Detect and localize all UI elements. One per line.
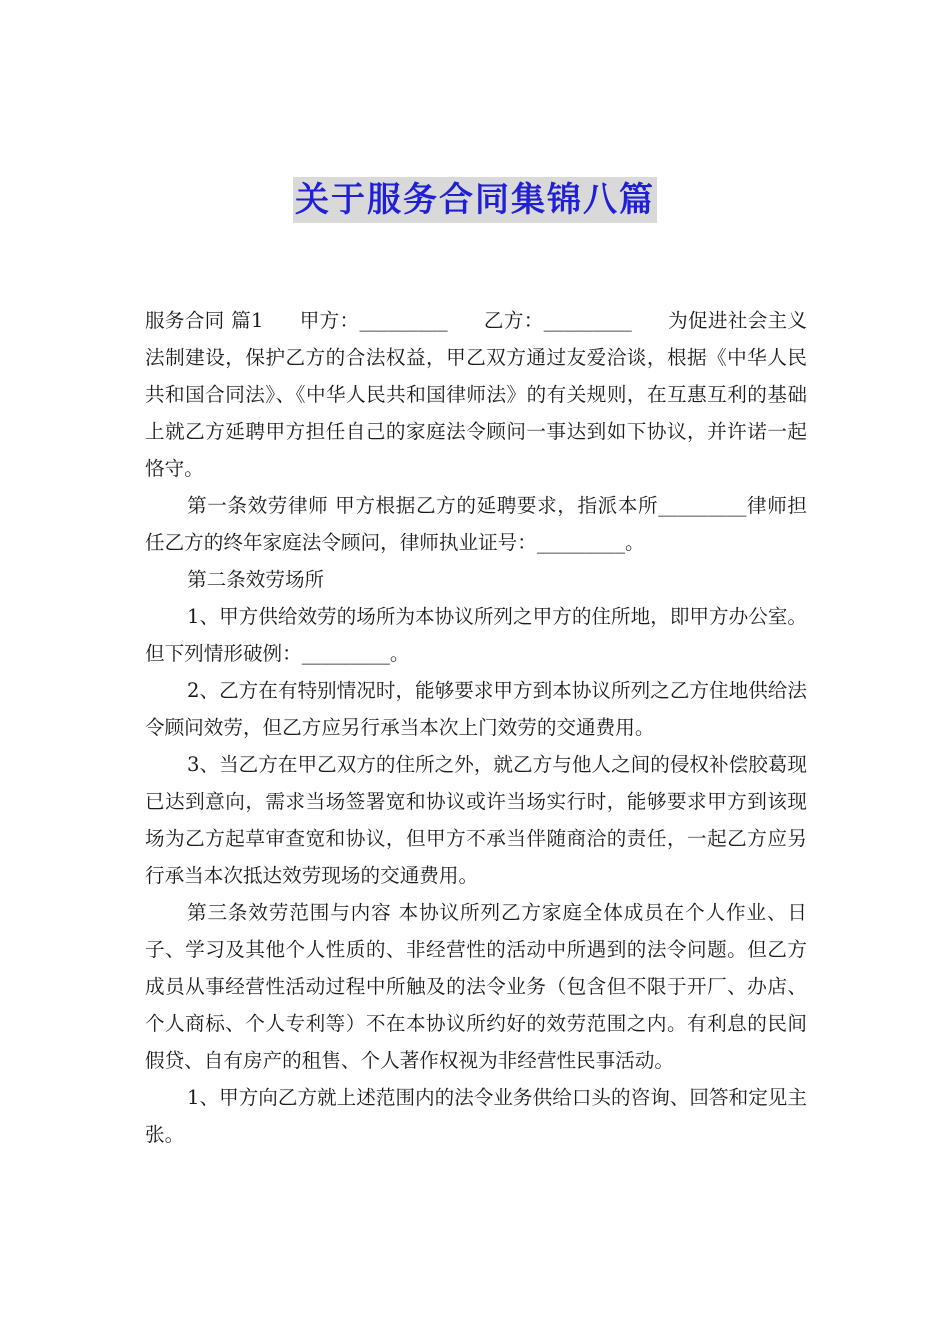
paragraph-article-2-item-1: 1、甲方供给效劳的场所为本协议所列之甲方的住所地，即甲方办公室。但下列情形破例：_________。: [145, 605, 807, 665]
document-title-text: 关于服务合同集锦八篇: [293, 177, 657, 223]
contract-heading: 服务合同 篇1: [145, 309, 264, 332]
paragraph-article-2-item-2: 2、乙方在有特别情况时，能够要求甲方到本协议所列之乙方住地供给法令顾问效劳，但乙方应另行承当本次上门效劳的交通费用。: [145, 679, 807, 739]
paragraph-article-2-heading: 第二条效劳场所: [187, 568, 325, 591]
paragraph-article-1: 第一条效劳律师 甲方根据乙方的延聘要求，指派本所_________律师担任乙方的终年家庭法令顾问，律师执业证号：_________。: [145, 494, 807, 554]
document-title: [0, 174, 950, 226]
party-b-field: 乙方：_________: [483, 309, 632, 332]
intro-text: 为促进社会主义法制建设，保护乙方的合法权益，甲乙双方通过友爱洽谈，根据《中华人民共和国合同法》、《中华人民共和国律师法》的有关规则，在互惠互利的基础上就乙方延聘甲方担任自己的家庭法令顾问一事达到如下协议，并许诺一起恪守。: [145, 309, 808, 480]
document-body: [145, 302, 807, 1153]
paragraph-intro: [145, 302, 807, 487]
paragraph-article-3-item-1: 1、甲方向乙方就上述范围内的法令业务供给口头的咨询、回答和定见主张。: [145, 1086, 807, 1146]
paragraph-article-3: 第三条效劳范围与内容 本协议所列乙方家庭全体成员在个人作业、日子、学习及其他个人性质的、非经营性的活动中所遇到的法令问题。但乙方成员从事经营性活动过程中所触及的法令业务（包含但不限于开厂、办店、个人商标、个人专利等）不在本协议所约好的效劳范围之内。有利息的民间假贷、自有房产的租售、个人著作权视为非经营性民事活动。: [145, 901, 807, 1072]
paragraph-article-2-item-3: 3、当乙方在甲乙双方的住所之外，就乙方与他人之间的侵权补偿胶葛现已达到意向，需求当场签署宽和协议或许当场实行时，能够要求甲方到该现场为乙方起草审查宽和协议，但甲方不承当伴随商洽的责任，一起乙方应另行承当本次抵达效劳现场的交通费用。: [145, 753, 807, 887]
party-a-field: 甲方：_________: [299, 309, 448, 332]
